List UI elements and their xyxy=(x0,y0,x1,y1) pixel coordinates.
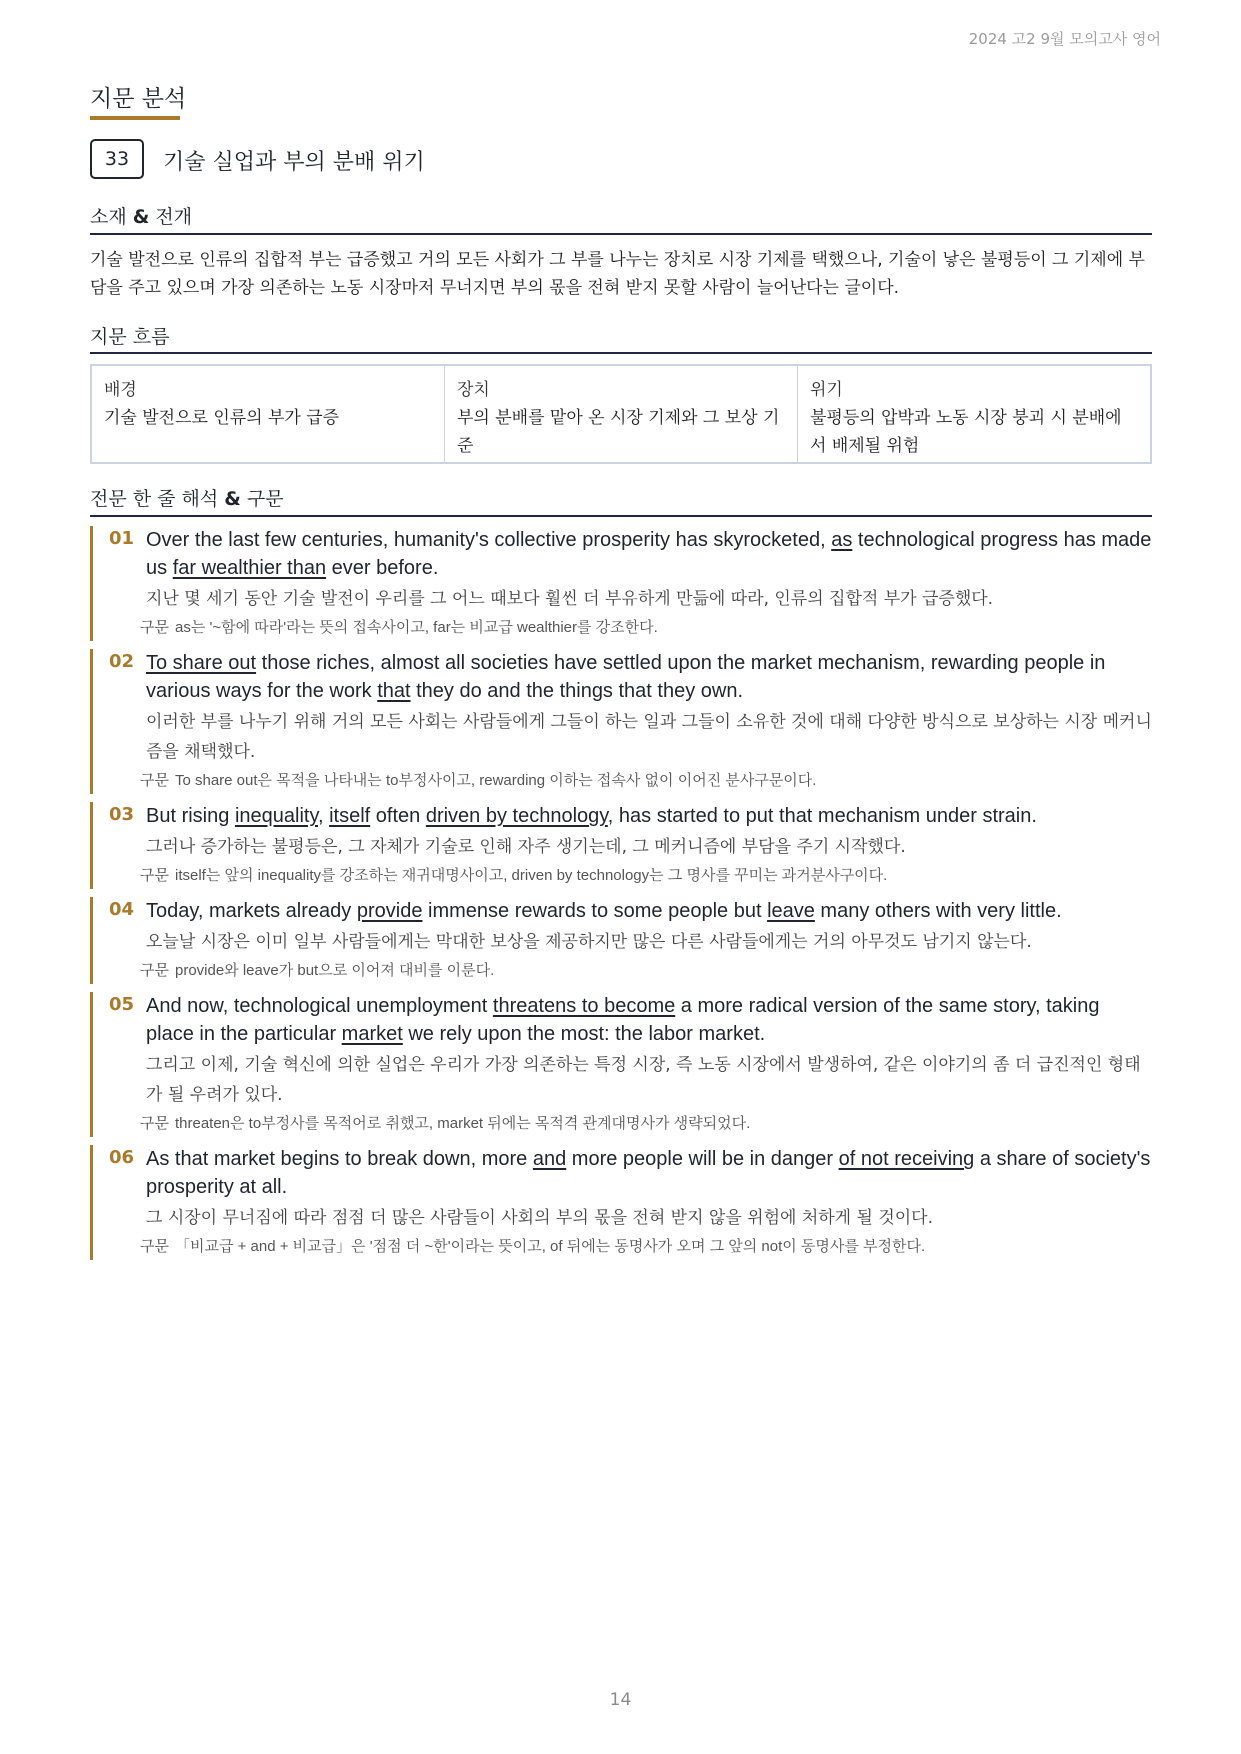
flow-table xyxy=(90,364,1152,464)
sentence-korean: 그러나 증가하는 불평등은, 그 자체가 기술로 인해 자주 생기는데, 그 메커니즘에 부담을 주기 시작했다. xyxy=(146,837,906,857)
flow-cell-label: 장치 xyxy=(457,380,490,400)
sentence-grammar: 구문 itself는 앞의 inequality를 강조하는 재귀대명사이고, driven by technology는 그 명사를 꾸미는 과거분사구이다. xyxy=(140,866,888,884)
underlined-phrase: market xyxy=(341,1023,403,1045)
divider-rule xyxy=(90,515,1152,517)
sentence-text: ever before. xyxy=(326,557,439,579)
sentence-text: those riches, almost all societies have settled upon the market mechanism, rewarding people in various ways for the work xyxy=(146,652,1106,702)
analysis-heading: 전문 한 줄 해석 & 구문 xyxy=(90,488,284,510)
sentence-block xyxy=(90,897,1152,984)
sentence-english xyxy=(146,526,1152,582)
sentence-number: 03 xyxy=(109,804,135,825)
divider-rule xyxy=(90,352,1152,354)
sentence-text: , has started to put that mechanism under strain. xyxy=(607,805,1037,827)
sentence-grammar: 구문 「비교급 + and + 비교급」은 '점점 더 ~한'이라는 뜻이고, of 뒤에는 동명사가 오며 그 앞의 not이 동명사를 부정한다. xyxy=(140,1237,926,1255)
underlined-phrase: driven by technology xyxy=(425,805,608,827)
sentence-block xyxy=(90,649,1152,794)
sentence-korean: 그 시장이 무너짐에 따라 점점 더 많은 사람들이 사회의 부의 몫을 전혀 받지 않을 위험에 처하게 될 것이다. xyxy=(146,1208,933,1228)
sentence-text: As that market begins to break down, more xyxy=(146,1148,533,1170)
flow-cell-body: 불평등의 압박과 노동 시장 붕괴 시 분배에서 배제될 위험 xyxy=(810,408,1122,456)
sentence-number: 01 xyxy=(109,528,135,549)
sentence-text: often xyxy=(370,805,426,827)
sentence-english xyxy=(146,802,1152,830)
underlined-phrase: that xyxy=(377,680,411,702)
exam-label: 2024 고2 9월 모의고사 영어 xyxy=(968,30,1161,48)
passage-title: 기술 실업과 부의 분배 위기 xyxy=(163,150,425,175)
section-title: 지문 분석 xyxy=(90,86,187,112)
section-title-underline xyxy=(90,116,180,120)
sentence-list xyxy=(90,526,1152,1268)
flow-heading: 지문 흐름 xyxy=(90,326,170,348)
topic-heading: 소재 & 전개 xyxy=(90,206,193,228)
sentence-number: 05 xyxy=(109,994,135,1015)
sentence-english xyxy=(146,992,1152,1048)
underlined-phrase: provide xyxy=(356,900,423,922)
sentence-text: more people will be in danger xyxy=(566,1148,839,1170)
underlined-phrase: inequality xyxy=(234,805,318,827)
underlined-phrase: as xyxy=(831,529,853,551)
flow-cell-body: 부의 분배를 맡아 온 시장 기제와 그 보상 기준 xyxy=(457,408,780,456)
sentence-english xyxy=(146,649,1152,705)
passage-number-box xyxy=(90,139,144,179)
sentence-grammar: 구문 threaten은 to부정사를 목적어로 취했고, market 뒤에는 목적격 관계대명사가 생략되었다. xyxy=(140,1114,751,1132)
sentence-text: technological progress has made us xyxy=(146,529,1152,579)
sentence-text: And now, technological unemployment xyxy=(146,995,493,1017)
sentence-korean: 오늘날 시장은 이미 일부 사람들에게는 막대한 보상을 제공하지만 많은 다른 사람들에게는 거의 아무것도 남기지 않는다. xyxy=(146,932,1032,952)
flow-cell-mechanism xyxy=(445,366,798,462)
sentence-text: immense rewards to some people but xyxy=(422,900,768,922)
sentence-block xyxy=(90,1145,1152,1260)
flow-cell-background xyxy=(92,366,445,462)
divider-rule xyxy=(90,233,1152,235)
sentence-text: , xyxy=(317,805,330,827)
topic-summary: 기술 발전으로 인류의 집합적 부는 급증했고 거의 모든 사회가 그 부를 나누는 장치로 시장 기제를 택했으나, 기술이 낳은 불평등이 그 기제에 부담을 주고 있으며 가장 의존하는 노동 시장마저 무너지면 부의 몫을 전혀 받지 못할 사람이 늘어난다는 글이다. xyxy=(90,250,1145,298)
sentence-grammar: 구문 as는 '~함에 따라'라는 뜻의 접속사이고, far는 비교급 wealthier를 강조한다. xyxy=(140,618,658,636)
sentence-number: 06 xyxy=(109,1147,135,1168)
passage-number: 33 xyxy=(104,148,130,170)
flow-cell-body: 기술 발전으로 인류의 부가 급증 xyxy=(104,408,340,428)
sentence-text: Today, markets already xyxy=(146,900,357,922)
underlined-phrase: leave xyxy=(767,900,815,922)
sentence-block xyxy=(90,802,1152,889)
sentence-korean: 지난 몇 세기 동안 기술 발전이 우리를 그 어느 때보다 훨씬 더 부유하게 만듦에 따라, 인류의 집합적 부가 급증했다. xyxy=(146,589,994,609)
sentence-text: they do and the things that they own. xyxy=(410,680,744,702)
sentence-korean: 그리고 이제, 기술 혁신에 의한 실업은 우리가 가장 의존하는 특정 시장, 즉 노동 시장에서 발생하여, 같은 이야기의 좀 더 급진적인 형태가 될 우려가 있다. xyxy=(146,1055,1141,1105)
flow-cell-crisis xyxy=(798,366,1150,462)
sentence-block xyxy=(90,526,1152,641)
underlined-phrase: of not receiving xyxy=(838,1148,975,1170)
sentence-english xyxy=(146,1145,1152,1201)
sentence-english xyxy=(146,897,1152,925)
underlined-phrase: To share out xyxy=(146,652,257,674)
flow-cell-label: 위기 xyxy=(810,380,843,400)
sentence-korean: 이러한 부를 나누기 위해 거의 모든 사회는 사람들에게 그들이 하는 일과 그들이 소유한 것에 대해 다양한 방식으로 보상하는 시장 메커니즘을 채택했다. xyxy=(146,712,1152,762)
sentence-text: a more radical version of the same story, taking place in the particular xyxy=(146,995,1100,1045)
sentence-block xyxy=(90,992,1152,1137)
sentence-number: 02 xyxy=(109,651,135,672)
sentence-text: But rising xyxy=(146,805,235,827)
underlined-phrase: itself xyxy=(329,805,371,827)
sentence-text: many others with very little. xyxy=(814,900,1062,922)
sentence-text: Over the last few centuries, humanity's collective prosperity has skyrocketed, xyxy=(146,529,832,551)
underlined-phrase: far wealthier than xyxy=(172,557,327,579)
flow-cell-label: 배경 xyxy=(104,380,137,400)
page-number: 14 xyxy=(609,1690,632,1710)
sentence-number: 04 xyxy=(109,899,135,920)
sentence-text: we rely upon the most: the labor market. xyxy=(402,1023,766,1045)
underlined-phrase: and xyxy=(532,1148,567,1170)
underlined-phrase: threatens to become xyxy=(492,995,676,1017)
sentence-grammar: 구문 provide와 leave가 but으로 이어져 대비를 이룬다. xyxy=(140,961,495,979)
sentence-grammar: 구문 To share out은 목적을 나타내는 to부정사이고, rewarding 이하는 접속사 없이 이어진 분사구문이다. xyxy=(140,771,817,789)
sentence-text: a share of society's prosperity at all. xyxy=(146,1148,1151,1198)
